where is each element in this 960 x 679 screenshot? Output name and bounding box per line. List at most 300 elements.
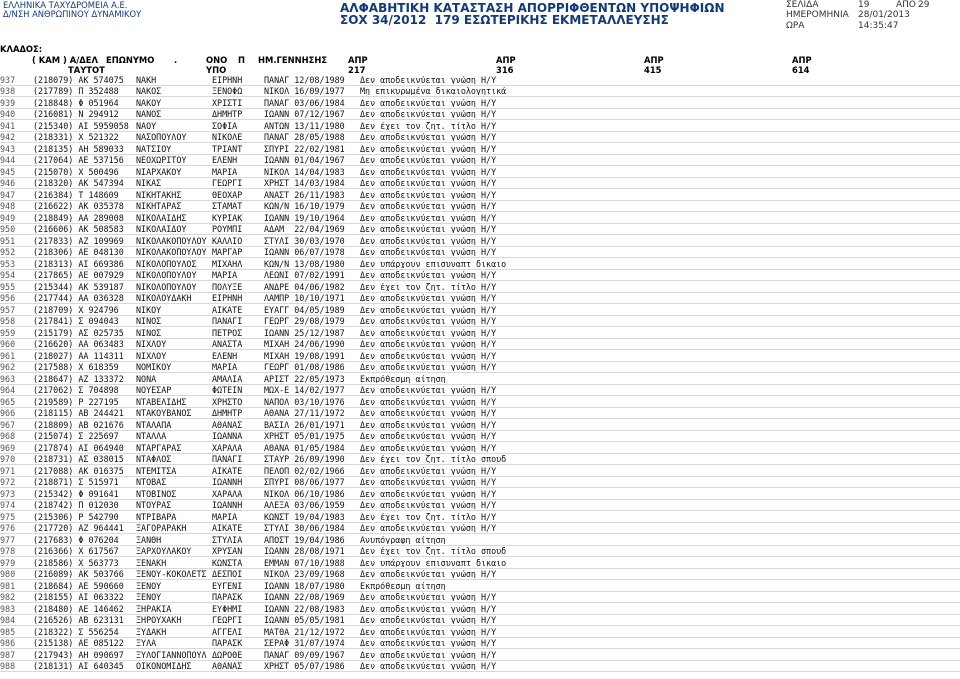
row-number: 965 bbox=[0, 397, 16, 406]
father-birthdate: ΓΕΩΡΓ 29/08/1979 bbox=[264, 317, 345, 326]
surname: ΞΥΛΑ bbox=[136, 639, 157, 648]
first-name: ΜΑΡΙΑ bbox=[212, 512, 238, 521]
surname: ΝΤΑΛΑΠΑ bbox=[136, 420, 172, 429]
table-row bbox=[0, 569, 960, 581]
surname: ΝΙΚΟΛΑΚΟΠΟΥΛΟΥ bbox=[136, 236, 207, 245]
surname: ΞΗΡΑΚΙΑ bbox=[136, 604, 172, 613]
id-card: (216384) Τ 148609 bbox=[33, 190, 119, 199]
father-birthdate: ΠΑΝΑΓ 12/08/1989 bbox=[264, 75, 345, 84]
first-name: ΕΙΡΗΝΗ bbox=[212, 294, 243, 303]
table-row bbox=[0, 488, 960, 500]
first-name: ΘΕΟΧΑΡ bbox=[212, 190, 243, 199]
surname: ΝΙΧΛΟΥ bbox=[136, 351, 167, 360]
surname: ΝΙΚΟΥ bbox=[136, 305, 162, 314]
first-name: ΠΑΡΑΣΚ bbox=[212, 593, 243, 602]
row-number: 953 bbox=[0, 259, 16, 268]
father-birthdate: ΑΝΑΣΤ 26/11/1983 bbox=[264, 190, 345, 199]
rejection-reason: Δεν αποδεικνύεται γνώση Η/Υ bbox=[360, 489, 497, 498]
father-birthdate: ΑΛΕΞΑ 03/06/1959 bbox=[264, 501, 345, 510]
father-birthdate: ΑΘΑΝΑ 01/05/1984 bbox=[264, 443, 345, 452]
table-row bbox=[0, 592, 960, 604]
surname: ΝΤΡΙΒΑΡΑ bbox=[136, 512, 177, 521]
surname: ΝΑΝΟΣ bbox=[136, 110, 162, 119]
first-name: ΤΡΙΑΝΤ bbox=[212, 144, 243, 153]
first-name: ΕΥΦΗΜΙ bbox=[212, 604, 243, 613]
rejection-reason: Ανυπόγραφη αίτηση bbox=[360, 535, 446, 544]
surname: ΝΤΑΛΛΑ bbox=[136, 432, 167, 441]
report-title: ΑΛΦΑΒΗΤΙΚΗ ΚΑΤΑΣΤΑΣΗ ΑΠΟΡΡΙΦΘΕΝΤΩΝ ΥΠΟΨΗΦΙΩΝ bbox=[340, 1, 725, 15]
id-card: (218647) ΑΖ 133372 bbox=[33, 374, 124, 383]
father-birthdate: ΙΩΑΝΝ 19/10/1964 bbox=[264, 213, 345, 222]
id-card: (218131) ΑΙ 640345 bbox=[33, 662, 124, 671]
id-card: (218135) ΑΗ 589033 bbox=[33, 144, 124, 153]
rejection-reason: Δεν αποδεικνύεται γνώση Η/Υ bbox=[360, 271, 497, 280]
rejection-reason: Δεν αποδεικνύεται γνώση Η/Υ bbox=[360, 179, 497, 188]
row-number: 987 bbox=[0, 650, 16, 659]
table-row bbox=[0, 316, 960, 328]
row-number: 988 bbox=[0, 662, 16, 671]
col-apr-316: ΑΠΡ bbox=[496, 55, 516, 65]
id-card: (215306) Ρ 542790 bbox=[33, 512, 119, 521]
first-name: ΝΙΚΟΛΕ bbox=[212, 133, 243, 142]
table-row bbox=[0, 109, 960, 121]
row-number: 976 bbox=[0, 524, 16, 533]
surname: ΝΑΚΟΥ bbox=[136, 98, 162, 107]
rejection-reason: Δεν έχει τον ζητ. τίτλο Η/Υ bbox=[360, 512, 497, 521]
table-row bbox=[0, 419, 960, 431]
surname: ΝΙΑΡΧΑΚΟΥ bbox=[136, 167, 182, 176]
id-card: (217865) ΑΕ 007929 bbox=[33, 271, 124, 280]
row-number: 940 bbox=[0, 110, 16, 119]
rejection-reason: Δεν αποδεικνύεται γνώση Η/Υ bbox=[360, 466, 497, 475]
id-card: (218115) ΑΒ 244421 bbox=[33, 409, 124, 418]
row-number: 970 bbox=[0, 455, 16, 464]
surname: ΝΙΚΟΛΑΙΔΟΥ bbox=[136, 225, 187, 234]
father-birthdate: ΕΜΜΑΝ 07/10/1988 bbox=[264, 558, 345, 567]
row-number: 958 bbox=[0, 317, 16, 326]
first-name: ΕΛΕΝΗ bbox=[212, 351, 238, 360]
father-birthdate: ΝΙΚΟΛ 16/09/1977 bbox=[264, 87, 345, 96]
rejection-reason: Δεν αποδεικνύεται γνώση Η/Υ bbox=[360, 305, 497, 314]
father-birthdate: ΓΕΩΡΓ 01/08/1986 bbox=[264, 363, 345, 372]
first-name: ΧΑΡΑΛΑ bbox=[212, 443, 243, 452]
first-name: ΑΙΚΑΤΕ bbox=[212, 524, 243, 533]
surname: ΞΑΓΟΡΑΡΑΚΗ bbox=[136, 524, 187, 533]
id-card: (216089) ΑΚ 503766 bbox=[33, 570, 124, 579]
col-taytot: ΤΑΥΤΟΤ bbox=[68, 65, 105, 75]
table-row bbox=[0, 235, 960, 247]
surname: ΟΙΚΟΝΟΜΙΔΗΣ bbox=[136, 662, 192, 671]
rejection-reason: Εκπρόθεσμη αίτηση bbox=[360, 374, 446, 383]
father-birthdate: ΙΩΑΝΝ 07/12/1967 bbox=[264, 110, 345, 119]
first-name: ΠΑΝΑΓΙ bbox=[212, 455, 243, 464]
id-card: (216366) Χ 617567 bbox=[33, 547, 119, 556]
surname: ΝΑΣΟΠΟΥΛΟΥ bbox=[136, 133, 187, 142]
row-number: 949 bbox=[0, 213, 16, 222]
table-row bbox=[0, 362, 960, 374]
table-row bbox=[0, 408, 960, 420]
table-row bbox=[0, 465, 960, 477]
time-label: ΩΡΑ bbox=[786, 21, 805, 31]
surname: ΞΕΝΑΚΗ bbox=[136, 558, 167, 567]
id-card: (217720) ΑΖ 964441 bbox=[33, 524, 124, 533]
surname: ΝΟΥΕΣΑΡ bbox=[136, 386, 172, 395]
first-name: ΡΟΥΜΠΙ bbox=[212, 225, 243, 234]
table-row bbox=[0, 626, 960, 638]
col-eponymo: ΕΠΩΝΥΜΟ bbox=[106, 55, 155, 65]
father-birthdate: ΝΑΠΟΛ 03/10/1976 bbox=[264, 397, 345, 406]
date-label: ΗΜΕΡΟΜΗΝΙΑ bbox=[786, 10, 849, 20]
first-name: ΞΕΝΟΦΩ bbox=[212, 87, 243, 96]
id-card: (217943) ΑΗ 090697 bbox=[33, 650, 124, 659]
row-number: 966 bbox=[0, 409, 16, 418]
first-name: ΣΤΥΛΙΑ bbox=[212, 535, 243, 544]
father-birthdate: ΙΩΑΝΝ 18/07/1980 bbox=[264, 581, 345, 590]
id-card: (215179) ΑΣ 025735 bbox=[33, 328, 124, 337]
surname: ΝΙΧΛΟΥ bbox=[136, 340, 167, 349]
first-name: ΔΕΣΠΟΙ bbox=[212, 570, 243, 579]
col-apr-217: ΑΠΡ bbox=[348, 55, 368, 65]
id-card: (218480) ΑΕ 146462 bbox=[33, 604, 124, 613]
father-birthdate: ΙΩΑΝΝ 01/04/1967 bbox=[264, 156, 345, 165]
surname: ΝΕΟΧΩΡΙΤΟΥ bbox=[136, 156, 187, 165]
page-of-label: ΑΠΟ bbox=[896, 0, 917, 10]
surname: ΝΙΚΟΛΟΥΔΑΚΗ bbox=[136, 294, 192, 303]
row-number: 937 bbox=[0, 75, 16, 84]
father-birthdate: ΑΔΑΜ 22/04/1969 bbox=[264, 225, 345, 234]
first-name: ΧΡΥΣΑΝ bbox=[212, 547, 243, 556]
first-name: ΑΙΚΑΤΕ bbox=[212, 305, 243, 314]
rejection-reason: Δεν αποδεικνύεται γνώση Η/Υ bbox=[360, 225, 497, 234]
rejection-reason: Δεν αποδεικνύεται γνώση Η/Υ bbox=[360, 144, 497, 153]
table-row bbox=[0, 178, 960, 190]
row-number: 950 bbox=[0, 225, 16, 234]
father-birthdate: ΚΩΝΣΤ 19/04/1983 bbox=[264, 512, 345, 521]
col-p: Π bbox=[238, 55, 246, 65]
surname: ΝΙΚΟΛΟΠΟΥΛΟΣ bbox=[136, 259, 197, 268]
table-row bbox=[0, 350, 960, 362]
rejection-reason: Δεν αποδεικνύεται γνώση Η/Υ bbox=[360, 236, 497, 245]
id-card: (218848) Φ 051964 bbox=[33, 98, 119, 107]
father-birthdate: ΑΝΔΡΕ 04/06/1982 bbox=[264, 282, 345, 291]
id-card: (215070) Χ 500496 bbox=[33, 167, 119, 176]
id-card: (217062) Σ 704898 bbox=[33, 386, 119, 395]
table-row bbox=[0, 534, 960, 546]
table-row bbox=[0, 132, 960, 144]
row-number: 979 bbox=[0, 558, 16, 567]
row-number: 957 bbox=[0, 305, 16, 314]
col-kam: ( ΚΑΜ ) Α/ΔΕΛ bbox=[32, 55, 98, 65]
row-number: 971 bbox=[0, 466, 16, 475]
surname: ΞΑΡΧΟΥΛΑΚΟΥ bbox=[136, 547, 192, 556]
id-card: (219589) Ρ 227195 bbox=[33, 397, 119, 406]
page-number: 19 bbox=[858, 0, 870, 10]
surname: ΞΥΔΑΚΗ bbox=[136, 627, 167, 636]
father-birthdate: ΙΩΑΝΝ 25/12/1987 bbox=[264, 328, 345, 337]
father-birthdate: ΑΠΟΣΤ 19/04/1986 bbox=[264, 535, 345, 544]
surname: ΝΙΚΑΣ bbox=[136, 179, 162, 188]
table-row bbox=[0, 258, 960, 270]
first-name: ΑΘΑΝΑΣ bbox=[212, 662, 243, 671]
surname: ΝΤΑΦΛΟΣ bbox=[136, 455, 172, 464]
row-number: 981 bbox=[0, 581, 16, 590]
rejection-reason: Δεν έχει τον ζητ. τίτλο Η/Υ bbox=[360, 282, 497, 291]
row-number: 956 bbox=[0, 294, 16, 303]
surname: ΝΤΑΒΕΛΙΔΗΣ bbox=[136, 397, 187, 406]
id-card: (218731) ΑΣ 038015 bbox=[33, 455, 124, 464]
row-number: 960 bbox=[0, 340, 16, 349]
id-card: (218313) ΑΙ 669386 bbox=[33, 259, 124, 268]
rejection-reason: Δεν αποδεικνύεται γνώση Η/Υ bbox=[360, 570, 497, 579]
row-number: 961 bbox=[0, 351, 16, 360]
table-row bbox=[0, 86, 960, 98]
id-card: (217064) ΑΕ 537156 bbox=[33, 156, 124, 165]
table-row bbox=[0, 373, 960, 385]
first-name: ΠΑΝΑΓΙ bbox=[212, 317, 243, 326]
rejection-reason: Δεν αποδεικνύεται γνώση Η/Υ bbox=[360, 593, 497, 602]
table-row bbox=[0, 120, 960, 132]
row-number: 939 bbox=[0, 98, 16, 107]
table-row bbox=[0, 557, 960, 569]
col-apr-415-code: 415 bbox=[644, 65, 662, 75]
col-ypo: ΥΠΟ bbox=[206, 65, 227, 75]
id-card: (216526) ΑΒ 623131 bbox=[33, 616, 124, 625]
rejection-reason: Δεν αποδεικνύεται γνώση Η/Υ bbox=[360, 110, 497, 119]
id-card: (217744) ΑΑ 036328 bbox=[33, 294, 124, 303]
father-birthdate: ΚΩΝ/Ν 16/10/1979 bbox=[264, 202, 345, 211]
table-row bbox=[0, 396, 960, 408]
rejection-reason: Δεν αποδεικνύεται γνώση Η/Υ bbox=[360, 627, 497, 636]
id-card: (217789) Π 352488 bbox=[33, 87, 119, 96]
rejection-reason: Δεν αποδεικνύεται γνώση Η/Υ bbox=[360, 443, 497, 452]
rejection-reason: Δεν αποδεικνύεται γνώση Η/Υ bbox=[360, 294, 497, 303]
id-card: (216081) Ν 294912 bbox=[33, 110, 119, 119]
rejection-reason: Δεν αποδεικνύεται γνώση Η/Υ bbox=[360, 432, 497, 441]
father-birthdate: ΙΩΑΝΝ 06/07/1978 bbox=[264, 248, 345, 257]
first-name: ΚΑΛΛΙΟ bbox=[212, 236, 243, 245]
surname: ΝΤΟΒΙΝΟΣ bbox=[136, 489, 177, 498]
row-number: 945 bbox=[0, 167, 16, 176]
row-number: 982 bbox=[0, 593, 16, 602]
table-row bbox=[0, 339, 960, 351]
surname: ΝΤΑΡΓΑΡΑΣ bbox=[136, 443, 182, 452]
first-name: ΜΑΡΓΑΡ bbox=[212, 248, 243, 257]
row-number: 962 bbox=[0, 363, 16, 372]
row-number: 985 bbox=[0, 627, 16, 636]
row-number: 944 bbox=[0, 156, 16, 165]
surname: ΝΟΝΑ bbox=[136, 374, 157, 383]
father-birthdate: ΑΡΙΣΤ 22/05/1973 bbox=[264, 374, 345, 383]
rejection-reason: Δεν αποδεικνύεται γνώση Η/Υ bbox=[360, 248, 497, 257]
table-row bbox=[0, 74, 960, 86]
table-row bbox=[0, 189, 960, 201]
row-number: 946 bbox=[0, 179, 16, 188]
father-birthdate: ΣΠΥΡΙ 22/02/1981 bbox=[264, 144, 345, 153]
id-card: (215342) Φ 091641 bbox=[33, 489, 119, 498]
first-name: ΓΕΩΡΓΙ bbox=[212, 179, 243, 188]
row-number: 974 bbox=[0, 501, 16, 510]
rejection-reason: Δεν αποδεικνύεται γνώση Η/Υ bbox=[360, 639, 497, 648]
first-name: ΜΑΡΙΑ bbox=[212, 363, 238, 372]
id-card: (218709) Χ 924796 bbox=[33, 305, 119, 314]
first-name: ΔΩΡΟΘΕ bbox=[212, 650, 243, 659]
father-birthdate: ΝΙΚΟΛ 06/10/1986 bbox=[264, 489, 345, 498]
first-name: ΓΕΩΡΓΙ bbox=[212, 616, 243, 625]
rejection-reason: Δεν αποδεικνύεται γνώση Η/Υ bbox=[360, 98, 497, 107]
table-row bbox=[0, 661, 960, 673]
father-birthdate: ΙΩΑΝΝ 05/05/1981 bbox=[264, 616, 345, 625]
col-apr-614: ΑΠΡ bbox=[792, 55, 812, 65]
father-birthdate: ΣΤΥΛΙ 30/03/1970 bbox=[264, 236, 345, 245]
id-card: (217088) ΑΚ 016375 bbox=[33, 466, 124, 475]
father-birthdate: ΒΑΣΙΛ 26/01/1971 bbox=[264, 420, 345, 429]
id-card: (217683) Φ 076204 bbox=[33, 535, 119, 544]
surname: ΞΥΛΟΓΙΑΝΝΟΠΟΥΛ bbox=[136, 650, 207, 659]
id-card: (218027) ΑΑ 114311 bbox=[33, 351, 124, 360]
id-card: (217833) ΑΖ 109969 bbox=[33, 236, 124, 245]
father-birthdate: ΣΠΥΡΙ 08/06/1977 bbox=[264, 478, 345, 487]
table-row bbox=[0, 304, 960, 316]
row-number: 984 bbox=[0, 616, 16, 625]
surname: ΝΟΜΙΚΟΥ bbox=[136, 363, 172, 372]
first-name: ΣΟΦΙΑ bbox=[212, 121, 238, 130]
rejection-reason: Δεν αποδεικνύεται γνώση Η/Υ bbox=[360, 386, 497, 395]
rejection-reason: Δεν υπάρχουν επισυναπτ δικαιο bbox=[360, 558, 507, 567]
report-header bbox=[0, 0, 960, 74]
rejection-reason: Δεν αποδεικνύεται γνώση Η/Υ bbox=[360, 604, 497, 613]
id-card: (218684) ΑΕ 590660 bbox=[33, 581, 124, 590]
rejection-reason: Δεν αποδεικνύεται γνώση Η/Υ bbox=[360, 167, 497, 176]
org-department: Δ/ΝΣΗ ΑΝΘΡΩΠΙΝΟΥ ΔΥΝΑΜΙΚΟΥ bbox=[3, 9, 142, 19]
father-birthdate: ΚΩΝ/Ν 13/08/1980 bbox=[264, 259, 345, 268]
father-birthdate: ΠΑΝΑΓ 09/09/1967 bbox=[264, 650, 345, 659]
table-row bbox=[0, 212, 960, 224]
rejection-reason: Δεν αποδεικνύεται γνώση Η/Υ bbox=[360, 317, 497, 326]
surname: ΝΙΝΟΣ bbox=[136, 328, 162, 337]
rejection-reason: Δεν αποδεικνύεται γνώση Η/Υ bbox=[360, 340, 497, 349]
surname: ΝΙΝΟΣ bbox=[136, 317, 162, 326]
report-date: 28/01/2013 bbox=[858, 10, 910, 20]
report-subtitle: ΣΟΧ 34/2012 179 ΕΣΩΤΕΡΙΚΗΣ ΕΚΜΕΤΑΛΛΕΥΣΗΣ bbox=[340, 13, 669, 27]
first-name: ΑΙΚΑΤΕ bbox=[212, 466, 243, 475]
col-apr-614-code: 614 bbox=[792, 65, 810, 75]
father-birthdate: ΑΘΑΝΑ 27/11/1972 bbox=[264, 409, 345, 418]
father-birthdate: ΜΙΧΑΗ 19/08/1991 bbox=[264, 351, 345, 360]
surname: ΝΙΚΗΤΑΡΑΣ bbox=[136, 202, 182, 211]
rejection-reason: Δεν αποδεικνύεται γνώση Η/Υ bbox=[360, 650, 497, 659]
surname: ΝΤΟΥΡΑΣ bbox=[136, 501, 172, 510]
first-name: ΑΓΓΕΛΙ bbox=[212, 627, 243, 636]
rejection-reason: Δεν αποδεικνύεται γνώση Η/Υ bbox=[360, 75, 497, 84]
row-number: 972 bbox=[0, 478, 16, 487]
id-card: (217874) ΑΙ 064940 bbox=[33, 443, 124, 452]
id-card: (216620) ΑΑ 063483 bbox=[33, 340, 124, 349]
id-card: (218155) ΑΙ 063322 bbox=[33, 593, 124, 602]
table-row bbox=[0, 454, 960, 466]
row-number: 975 bbox=[0, 512, 16, 521]
first-name: ΜΑΡΙΑ bbox=[212, 167, 238, 176]
first-name: ΣΤΑΜΑΤ bbox=[212, 202, 243, 211]
first-name: ΠΑΡΑΣΚ bbox=[212, 639, 243, 648]
table-row bbox=[0, 247, 960, 259]
page-label: ΣΕΛΙΔΑ bbox=[786, 0, 819, 10]
row-number: 967 bbox=[0, 420, 16, 429]
id-card: (218586) Χ 563773 bbox=[33, 558, 119, 567]
table-row bbox=[0, 638, 960, 650]
row-number: 964 bbox=[0, 386, 16, 395]
row-number: 947 bbox=[0, 190, 16, 199]
father-birthdate: ΛΑΜΠΡ 10/10/1971 bbox=[264, 294, 345, 303]
row-number: 977 bbox=[0, 535, 16, 544]
col-apr-316-code: 316 bbox=[496, 65, 514, 75]
col-gennisis: ΗΜ.ΓΕΝΝΗΣΗΣ bbox=[258, 55, 328, 65]
father-birthdate: ΜΙΧΑΗ 24/06/1990 bbox=[264, 340, 345, 349]
col-ono: ΟΝΟ bbox=[206, 55, 228, 65]
rejection-reason: Δεν αποδεικνύεται γνώση Η/Υ bbox=[360, 478, 497, 487]
row-number: 948 bbox=[0, 202, 16, 211]
rejection-reason: Δεν αποδεικνύεται γνώση Η/Υ bbox=[360, 202, 497, 211]
org-name: ΕΛΛΗΝΙΚΑ ΤΑΧΥΔΡΟΜΕΙΑ Α.Ε. bbox=[3, 0, 128, 10]
father-birthdate: ΜΩΧ-Ε 14/02/1977 bbox=[264, 386, 345, 395]
father-birthdate: ΕΥΑΓΓ 04/05/1989 bbox=[264, 305, 345, 314]
table-row bbox=[0, 270, 960, 282]
surname: ΞΕΝΟΥ bbox=[136, 581, 162, 590]
row-number: 968 bbox=[0, 432, 16, 441]
id-card: (218809) ΑΒ 021676 bbox=[33, 420, 124, 429]
table-row bbox=[0, 385, 960, 397]
first-name: ΑΝΑΣΤΑ bbox=[212, 340, 243, 349]
row-number: 951 bbox=[0, 236, 16, 245]
first-name: ΙΩΑΝΝΑ bbox=[212, 432, 243, 441]
first-name: ΑΘΑΝΑΣ bbox=[212, 420, 243, 429]
rejection-reason: Δεν αποδεικνύεται γνώση Η/Υ bbox=[360, 524, 497, 533]
row-number: 942 bbox=[0, 133, 16, 142]
table-row bbox=[0, 477, 960, 489]
rejection-reason: Δεν υπάρχουν επισυναπτ δικαιο bbox=[360, 259, 507, 268]
rejection-reason: Δεν αποδεικνύεται γνώση Η/Υ bbox=[360, 409, 497, 418]
surname: ΝΙΚΟΛΟΠΟΥΛΟΥ bbox=[136, 271, 197, 280]
report-time: 14:35:47 bbox=[858, 21, 899, 31]
first-name: ΙΩΑΝΝΗ bbox=[212, 478, 243, 487]
first-name: ΜΑΡΙΑ bbox=[212, 271, 238, 280]
rejection-reason: Δεν αποδεικνύεται γνώση Η/Υ bbox=[360, 363, 497, 372]
row-number: 980 bbox=[0, 570, 16, 579]
surname: ΝΤΟΒΑΣ bbox=[136, 478, 167, 487]
table-row bbox=[0, 511, 960, 523]
surname: ΝΑΟΥ bbox=[136, 121, 157, 130]
row-number: 941 bbox=[0, 121, 16, 130]
table-row bbox=[0, 431, 960, 443]
row-number: 938 bbox=[0, 87, 16, 96]
first-name: ΠΟΛΥΞΕ bbox=[212, 282, 243, 291]
id-card: (218849) ΑΑ 289008 bbox=[33, 213, 124, 222]
surname: ΝΙΚΟΛΑΚΟΠΟΥΛΟΥ bbox=[136, 248, 207, 257]
table-row bbox=[0, 201, 960, 213]
father-birthdate: ΧΡΗΣΤ 05/01/1975 bbox=[264, 432, 345, 441]
row-number: 959 bbox=[0, 328, 16, 337]
id-card: (215074) Σ 225697 bbox=[33, 432, 119, 441]
page-total: 29 bbox=[918, 0, 930, 10]
first-name: ΧΑΡΑΛΑ bbox=[212, 489, 243, 498]
first-name: ΦΩΤΕΙΝ bbox=[212, 386, 243, 395]
surname: ΞΗΡΟΥΧΑΚΗ bbox=[136, 616, 182, 625]
id-card: (216606) ΑΚ 508583 bbox=[33, 225, 124, 234]
surname: ΞΑΝΘΗ bbox=[136, 535, 162, 544]
id-card: (215344) ΑΚ 539187 bbox=[33, 282, 124, 291]
row-number: 954 bbox=[0, 271, 16, 280]
surname: ΝΑΚΟΣ bbox=[136, 87, 162, 96]
rejection-reason: Δεν έχει τον ζητ. τίτλο σπουδ bbox=[360, 455, 507, 464]
